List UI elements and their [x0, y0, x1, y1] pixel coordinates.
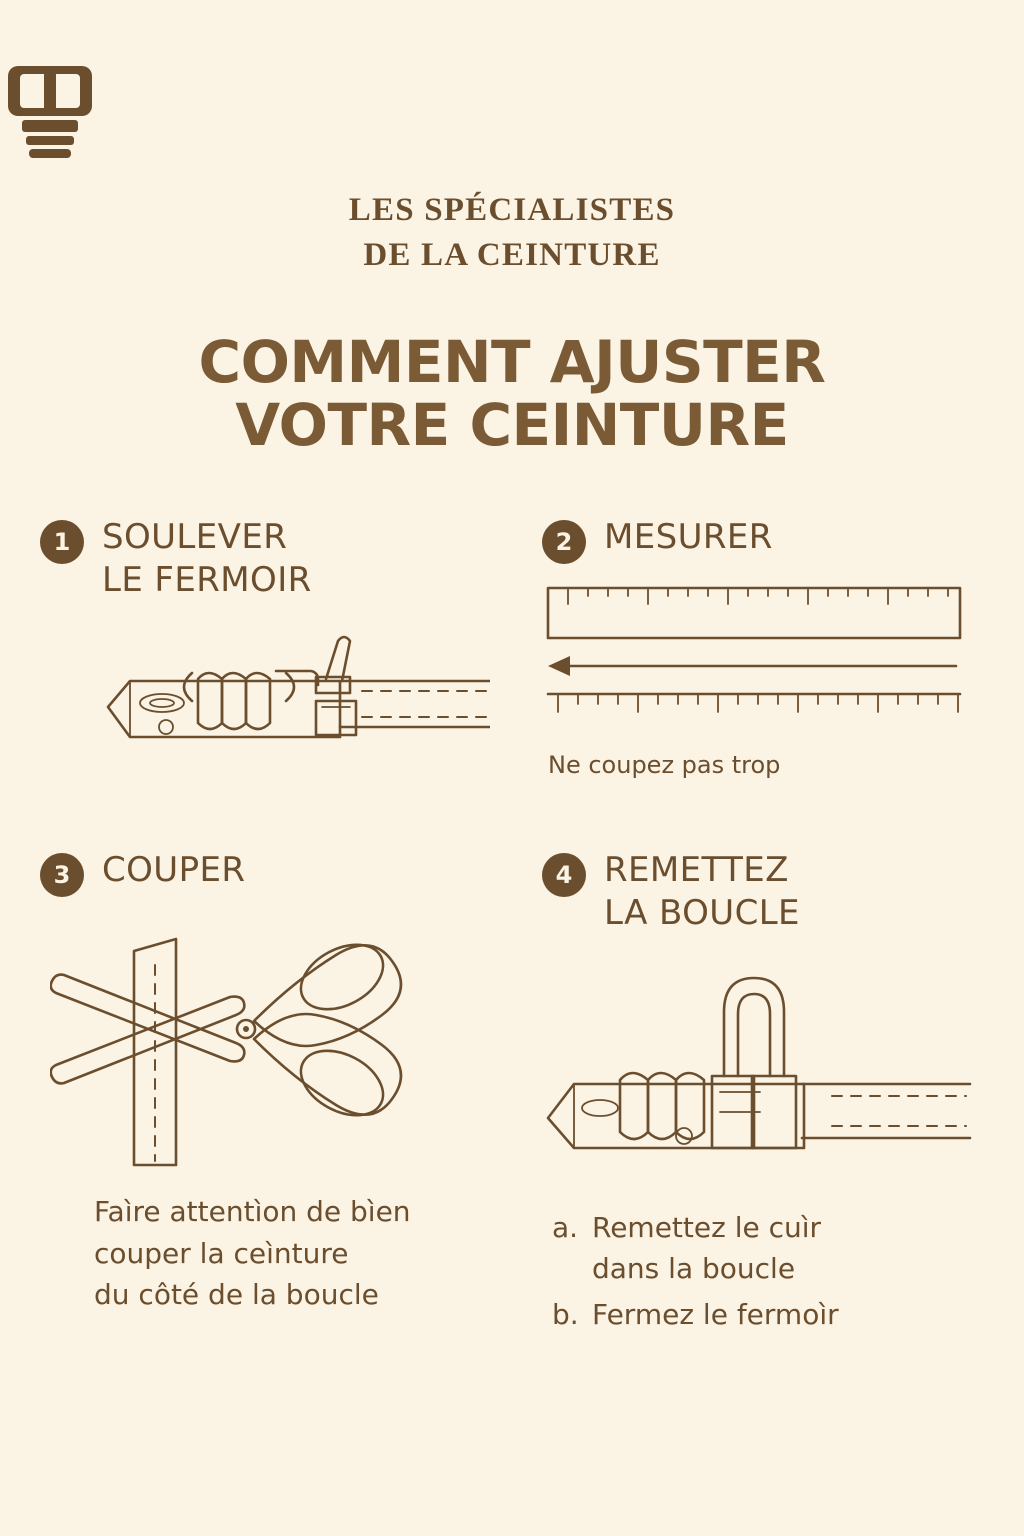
brand-name-line1: LES SPÉCIALISTES [348, 192, 676, 228]
step-4-header [542, 849, 994, 934]
step-4-illustration [542, 952, 994, 1192]
page-title-line2: VOTRE CEINTURE [235, 390, 789, 459]
brand-header [0, 0, 1024, 277]
step-1-title [102, 516, 312, 601]
step-4-number: 4 [542, 853, 586, 897]
step-2 [524, 516, 994, 783]
step-2-title-line1: MESURER [604, 517, 773, 558]
step-1-number: 1 [40, 520, 84, 564]
list-item [552, 1295, 994, 1336]
step-3-title-line1: COUPER [102, 850, 246, 891]
step-1-title-line1: SOULEVER [102, 517, 288, 558]
list-item-line1: Remettez le cuìr [592, 1211, 822, 1245]
step-4-title-line1: REMETTEZ [604, 850, 789, 891]
step-3-title [102, 849, 245, 892]
step-1-title-line2: LE FERMOIR [102, 559, 312, 600]
step-4 [524, 849, 994, 1342]
step-3-caption-line2: couper la ceìnture [94, 1236, 349, 1270]
list-item-text [592, 1208, 821, 1289]
step-2-number: 2 [542, 520, 586, 564]
step-2-illustration [544, 582, 994, 734]
step-3-number: 3 [40, 853, 84, 897]
list-item-marker: b. [552, 1298, 579, 1332]
step-2-header [542, 516, 994, 564]
step-3-illustration [50, 915, 510, 1175]
step-3-caption-line1: Faìre attentìon de bìen [94, 1195, 411, 1229]
list-item-line2: dans la boucle [592, 1251, 796, 1285]
steps-grid [0, 516, 1024, 1342]
step-1 [40, 516, 510, 783]
brand-name [0, 188, 1024, 277]
step-2-title [604, 516, 773, 559]
list-item [552, 1208, 994, 1289]
step-4-title-line2: LA BOUCLE [604, 892, 800, 933]
step-1-illustration [90, 619, 510, 769]
step-3-caption [40, 1191, 510, 1315]
list-item-marker: a. [552, 1211, 579, 1245]
brand-name-line2: DE LA CEINTURE [363, 236, 661, 273]
step-2-note: Ne coupez pas trop [548, 751, 781, 780]
page-title [0, 328, 1024, 459]
step-3-caption-line3: du côté de la boucle [94, 1278, 379, 1312]
page-title-line1: COMMENT AJUSTER [198, 328, 826, 397]
list-item-line1: Fermez le fermoìr [592, 1298, 839, 1332]
step-1-header [40, 516, 510, 601]
step-4-title [604, 849, 800, 934]
step-3 [40, 849, 510, 1342]
list-item-text [592, 1295, 839, 1336]
belt-buckle-icon [0, 58, 1024, 166]
step-4-list [542, 1208, 994, 1336]
step-3-header [40, 849, 510, 897]
